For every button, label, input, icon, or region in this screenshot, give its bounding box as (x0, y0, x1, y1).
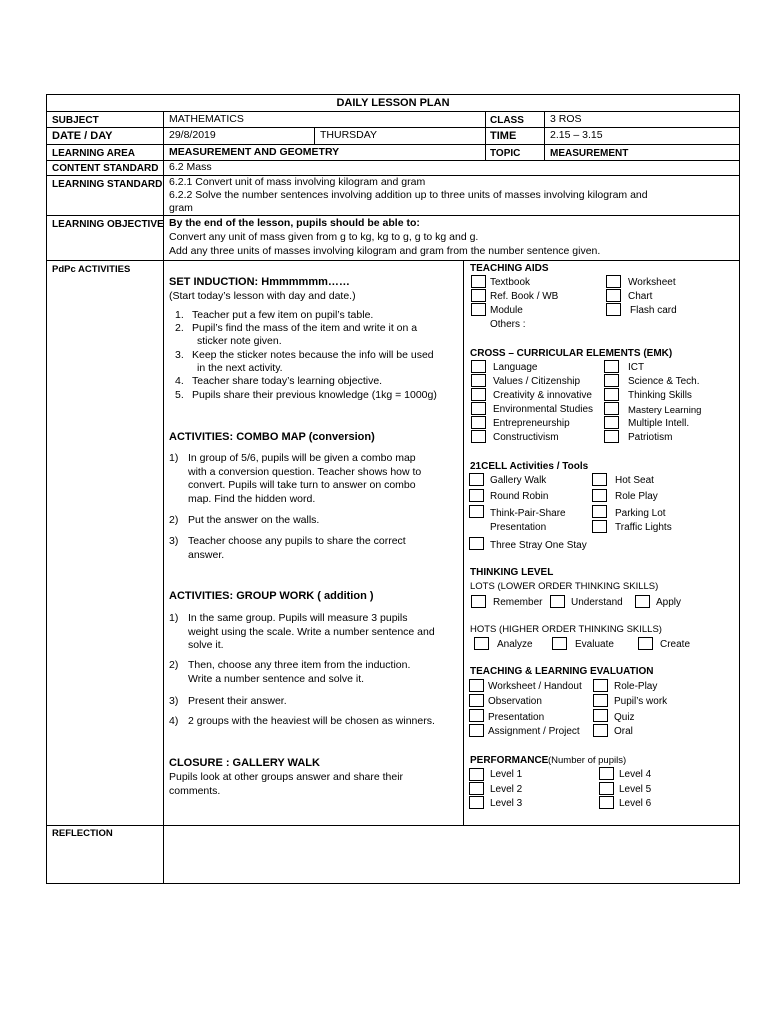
level-label: Level 5 (619, 784, 652, 795)
day-value: THURSDAY (320, 129, 377, 141)
topic-label: TOPIC (490, 148, 521, 159)
list-item-number: 5. (175, 389, 184, 401)
checkbox-flash-card[interactable] (606, 303, 621, 316)
hots-label: Analyze (497, 639, 533, 650)
learning-standard-1: 6.2.1 Convert unit of mass involving kilogram and gram (169, 176, 426, 188)
checkbox-level[interactable] (599, 796, 614, 809)
list-item-continued: weight using the scale. Write a number sentence and (188, 626, 435, 638)
class-value: 3 ROS (550, 113, 582, 125)
list-item-continued: answer. (188, 549, 225, 561)
checkbox-evaluate[interactable] (552, 637, 567, 650)
checkbox-textbook[interactable] (471, 275, 486, 288)
hots-label: Create (660, 639, 691, 650)
learning-standard-2: 6.2.2 Solve the number sentences involving addition up to three units of masses involving kilogram and (169, 189, 648, 201)
list-item-number: 1) (169, 612, 179, 624)
area-value: MEASUREMENT AND GEOMETRY (169, 146, 340, 158)
list-item: Pupil’s find the mass of the item and write it on a (192, 322, 418, 334)
emk-label: ICT (628, 362, 645, 373)
checkbox-21cl[interactable] (592, 520, 607, 533)
checkbox-emk[interactable] (604, 416, 619, 429)
list-item-continued: convert. Pupils will take turn to answer on combo (188, 479, 416, 491)
list-item: Keep the sticker notes because the info will be used (192, 349, 434, 361)
learning-standard-label: LEARNING STANDARD (52, 179, 163, 190)
checkbox-create[interactable] (638, 637, 653, 650)
level-label: Level 3 (490, 798, 523, 809)
checkbox-evaluation[interactable] (469, 694, 484, 707)
set-induction-subtitle: (Start today’s lesson with day and date.) (169, 290, 356, 302)
list-item: In the same group. Pupils will measure 3 pupils (188, 612, 408, 624)
page-title: DAILY LESSON PLAN (336, 97, 450, 109)
21cl-label: Presentation (490, 522, 547, 533)
list-item-number: 1. (175, 309, 184, 321)
list-item-number: 2) (169, 514, 179, 526)
emk-label: Creativity & innovative (493, 390, 592, 401)
topic-value: MEASUREMENT (550, 148, 629, 159)
aid-label: Chart (628, 291, 653, 302)
checkbox-understand[interactable] (550, 595, 565, 608)
list-item-continued: solve it. (188, 639, 224, 651)
emk-label: Entrepreneurship (493, 418, 570, 429)
list-item-continued: Write a number sentence and solve it. (188, 673, 365, 685)
checkbox-emk[interactable] (471, 416, 486, 429)
checkbox-21cl[interactable] (592, 489, 607, 502)
learning-standard-2b: gram (169, 202, 193, 214)
list-item: In group of 5/6, pupils will be given a combo map (188, 452, 416, 464)
checkbox-evaluation[interactable] (593, 724, 608, 737)
checkbox-21cl[interactable] (469, 489, 484, 502)
checkbox-evaluation[interactable] (593, 709, 608, 722)
date-label: DATE / DAY (52, 130, 113, 142)
list-item-continued: with a conversion question. Teacher shows how to (188, 466, 422, 478)
checkbox-emk[interactable] (604, 388, 619, 401)
emk-label: Values / Citizenship (493, 376, 581, 387)
21cl-label: Three Stray One Stay (490, 540, 587, 551)
aid-label: Worksheet (628, 277, 676, 288)
checkbox-emk[interactable] (471, 430, 486, 443)
checkbox-evaluation[interactable] (593, 694, 608, 707)
checkbox-evaluation[interactable] (469, 724, 484, 737)
aid-label: Flash card (630, 305, 677, 316)
aid-label: Textbook (490, 277, 531, 288)
list-item: Present their answer. (188, 695, 287, 707)
checkbox-emk[interactable] (604, 360, 619, 373)
checkbox-emk[interactable] (471, 402, 486, 415)
level-label: Level 6 (619, 798, 652, 809)
learning-objective-2: Add any three units of masses involving kilogram and gram from the number sentence given. (169, 245, 601, 257)
emk-title: CROSS – CURRICULAR ELEMENTS (EMK) (470, 348, 673, 359)
evaluation-label: Assignment / Project (488, 726, 580, 737)
list-item-number: 2) (169, 659, 179, 671)
closure-line-1: Pupils look at other groups answer and share their (169, 771, 404, 783)
evaluation-label: Worksheet / Handout (488, 681, 582, 692)
combo-map-title: ACTIVITIES: COMBO MAP (conversion) (169, 431, 375, 443)
21cl-label: Think-Pair-Share (490, 508, 566, 519)
checkbox-evaluation[interactable] (593, 679, 608, 692)
hots-title: HOTS (HIGHER ORDER THINKING SKILLS) (470, 624, 662, 635)
emk-label: Thinking Skills (628, 390, 692, 401)
list-item-number: 2. (175, 322, 184, 334)
pdpc-activities-label: PdPc ACTIVITIES (52, 264, 131, 275)
evaluation-label: Pupil’s work (614, 696, 668, 707)
checkbox-level[interactable] (599, 767, 614, 780)
21cl-label: Role Play (615, 491, 658, 502)
lots-label: Understand (571, 597, 623, 608)
set-induction-title: SET INDUCTION: Hmmmmmm…… (169, 276, 350, 288)
time-label: TIME (490, 130, 517, 142)
emk-label: Patriotism (628, 432, 673, 443)
checkbox-emk[interactable] (471, 360, 486, 373)
evaluation-label: Oral (614, 726, 633, 737)
checkbox-level[interactable] (469, 782, 484, 795)
emk-label: Mastery Learning (628, 405, 702, 416)
list-item-continued: in the next activity. (197, 362, 283, 374)
evaluation-label: Role-Play (614, 681, 658, 692)
list-item: Teacher choose any pupils to share the correct (188, 535, 406, 547)
list-item: Pupils share their previous knowledge (1kg = 1000g) (192, 389, 437, 401)
time-value: 2.15 – 3.15 (550, 129, 603, 141)
list-item-number: 3) (169, 695, 179, 707)
level-label: Level 2 (490, 784, 523, 795)
checkbox-level[interactable] (599, 782, 614, 795)
checkbox-evaluation[interactable] (469, 679, 484, 692)
emk-label: Science & Tech. (628, 376, 700, 387)
list-item-number: 3) (169, 535, 179, 547)
aid-label: Others : (490, 319, 526, 330)
aid-label: Ref. Book / WB (490, 291, 559, 302)
closure-title: CLOSURE : GALLERY WALK (169, 757, 320, 769)
learning-objective-1: Convert any unit of mass given from g to kg, kg to g, g to kg and g. (169, 231, 479, 243)
evaluation-label: Observation (488, 696, 542, 707)
list-item: Teacher share today’s learning objective. (192, 375, 383, 387)
performance-subtitle: (Number of pupils) (548, 755, 627, 766)
level-label: Level 4 (619, 769, 652, 780)
list-item-number: 4. (175, 375, 184, 387)
tl-evaluation-title: TEACHING & LEARNING EVALUATION (470, 666, 654, 677)
teaching-aids-title: TEACHING AIDS (470, 263, 549, 274)
checkbox-21cl[interactable] (469, 505, 484, 518)
level-label: Level 1 (490, 769, 523, 780)
checkbox-21cl[interactable] (469, 537, 484, 550)
emk-label: Constructivism (493, 432, 559, 443)
checkbox-emk[interactable] (471, 374, 486, 387)
21cl-title: 21CELL Activities / Tools (470, 461, 589, 472)
reflection-label: REFLECTION (52, 828, 113, 839)
checkbox-emk[interactable] (471, 388, 486, 401)
emk-label: Language (493, 362, 538, 373)
hots-label: Evaluate (575, 639, 614, 650)
reflection-area[interactable] (164, 826, 739, 883)
evaluation-label: Quiz (614, 712, 635, 723)
list-item-number: 1) (169, 452, 179, 464)
21cl-label: Traffic Lights (615, 522, 672, 533)
list-item: Teacher put a few item on pupil’s table. (192, 309, 374, 321)
checkbox-level[interactable] (469, 768, 484, 781)
checkbox-21cl[interactable] (592, 473, 607, 486)
checkbox-analyze[interactable] (474, 637, 489, 650)
checkbox-evaluation[interactable] (469, 709, 484, 722)
list-item-continued: sticker note given. (197, 335, 282, 347)
emk-label: Environmental Studies (493, 404, 594, 415)
performance-title: PERFORMANCE (470, 755, 549, 766)
subject-value: MATHEMATICS (169, 113, 244, 125)
21cl-label: Gallery Walk (490, 475, 547, 486)
class-label: CLASS (490, 115, 524, 126)
content-standard-value: 6.2 Mass (169, 161, 212, 173)
checkbox-apply[interactable] (635, 595, 650, 608)
checkbox-emk[interactable] (604, 430, 619, 443)
group-work-title: ACTIVITIES: GROUP WORK ( addition ) (169, 590, 374, 602)
checkbox-21cl[interactable] (592, 505, 607, 518)
21cl-label: Round Robin (490, 491, 549, 502)
list-item: 2 groups with the heaviest will be chosen as winners. (188, 715, 435, 727)
checkbox-module[interactable] (471, 303, 486, 316)
subject-label: SUBJECT (52, 115, 99, 126)
lots-title: LOTS (LOWER ORDER THINKING SKILLS) (470, 581, 659, 592)
list-item-number: 4) (169, 715, 179, 727)
checkbox-ref-book[interactable] (471, 289, 486, 302)
thinking-level-title: THINKING LEVEL (470, 567, 554, 578)
lots-label: Apply (656, 597, 682, 608)
checkbox-remember[interactable] (471, 595, 486, 608)
list-item: Then, choose any three item from the induction. (188, 659, 411, 671)
checkbox-emk[interactable] (604, 402, 619, 415)
21cl-label: Parking Lot (615, 508, 666, 519)
list-item: Put the answer on the walls. (188, 514, 320, 526)
learning-objective-head: By the end of the lesson, pupils should be able to: (169, 217, 420, 229)
list-item-continued: map. Find the hidden word. (188, 493, 316, 505)
lots-label: Remember (493, 597, 543, 608)
emk-label: Multiple Intell. (628, 418, 690, 429)
area-label: LEARNING AREA (52, 148, 135, 159)
content-standard-label: CONTENT STANDARD (52, 163, 159, 174)
checkbox-emk[interactable] (604, 374, 619, 387)
checkbox-chart[interactable] (606, 289, 621, 302)
21cl-label: Hot Seat (615, 475, 654, 486)
closure-line-2: comments. (169, 785, 221, 797)
checkbox-worksheet[interactable] (606, 275, 621, 288)
checkbox-21cl[interactable] (469, 473, 484, 486)
learning-objective-label: LEARNING OBJECTIVE (52, 219, 164, 230)
evaluation-label: Presentation (488, 712, 545, 723)
list-item-number: 3. (175, 349, 184, 361)
checkbox-level[interactable] (469, 796, 484, 809)
date-value: 29/8/2019 (169, 129, 216, 141)
aid-label: Module (490, 305, 523, 316)
